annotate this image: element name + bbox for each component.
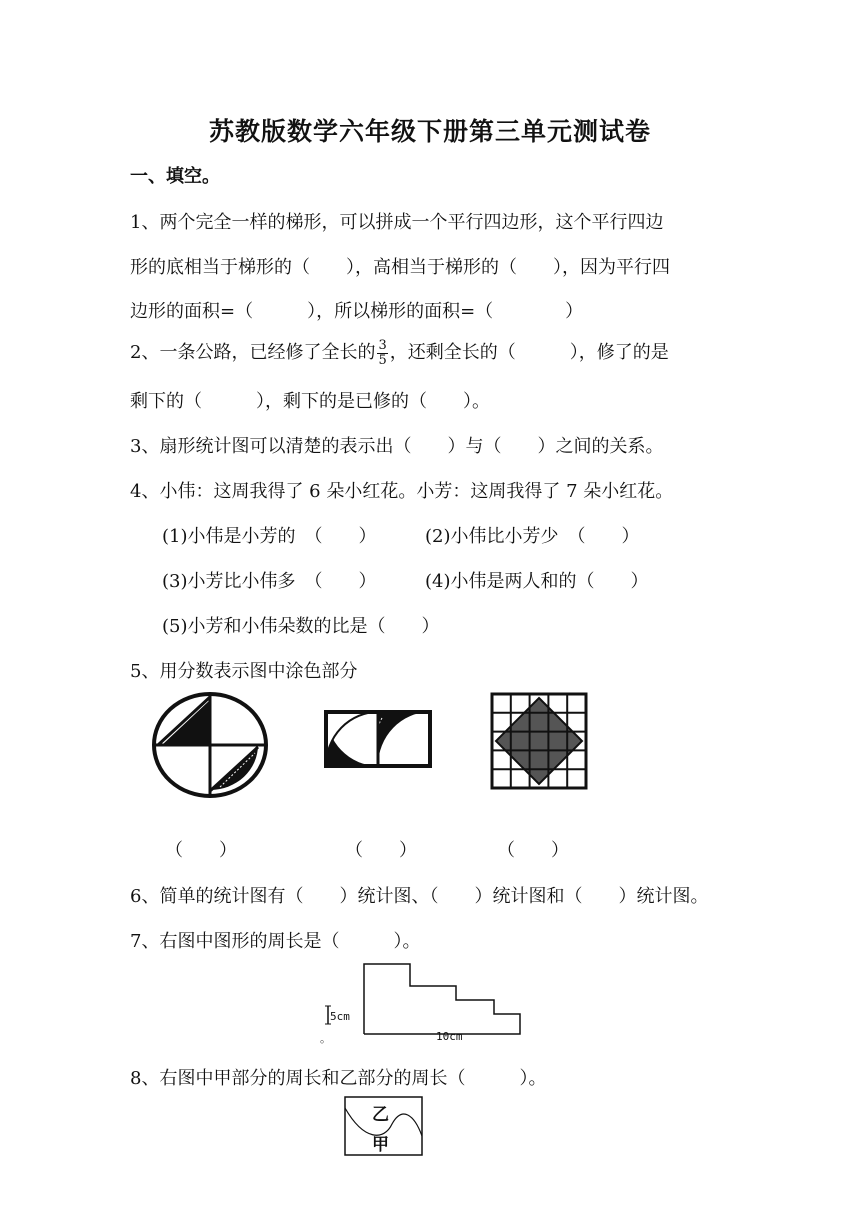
q5-answer-3: （ ） (497, 840, 569, 861)
region-label-jia: 甲 (372, 1135, 389, 1155)
q3-line: 3、扇形统计图可以清楚的表示出（ ）与（ ）之间的关系。 (130, 436, 664, 457)
q8-line: 8、右图中甲部分的周长和乙部分的周长（ ）。 (130, 1068, 547, 1089)
q1-line2: 形的底相当于梯形的（ ），高相当于梯形的（ ），因为平行四 (130, 257, 670, 278)
q2-text-a: 2、一条公路，已经修了全长的 (130, 342, 376, 363)
grid-diamond-figure (490, 692, 588, 790)
section-heading: 一、填空。 (130, 166, 220, 187)
q4-sub5: (5)小芳和小伟朵数的比是（ ） (162, 616, 440, 637)
circle-figure (150, 695, 270, 805)
page-title: 苏教版数学六年级下册第三单元测试卷 (208, 117, 651, 146)
fraction-numerator: 3 (378, 337, 387, 353)
q2-line1 (130, 332, 669, 374)
q4-line1: 4、小伟：这周我得了 6 朵小红花。小芳：这周我得了 7 朵小红花。 (130, 481, 674, 502)
fraction (377, 339, 387, 368)
q5-line: 5、用分数表示图中涂色部分 (130, 661, 358, 682)
q5-answer-1: （ ） (165, 840, 237, 861)
fraction-denominator: 5 (378, 352, 387, 368)
mark-dot: 。 (320, 1032, 331, 1045)
q4-sub2: (2)小伟比小芳少 （ ） (425, 526, 640, 547)
q6-line: 6、简单的统计图有（ ）统计图、（ ）统计图和（ ）统计图。 (130, 886, 709, 907)
region-label-yi: 乙 (372, 1105, 389, 1125)
q1-line1: 1、两个完全一样的梯形，可以拼成一个平行四边形，这个平行四边 (130, 212, 664, 233)
q2-text-b: ，还剩全长的（ ），修了的是 (389, 342, 669, 363)
q4-sub1: (1)小伟是小芳的 （ ） (162, 526, 377, 547)
q7-line: 7、右图中图形的周长是（ ）。 (130, 931, 421, 952)
q4-sub3: (3)小芳比小伟多 （ ） (162, 571, 377, 592)
width-label: 10cm (436, 1030, 463, 1043)
q2-line2: 剩下的（ ），剩下的是已修的（ ）。 (130, 391, 490, 412)
q5-answer-2: （ ） (345, 840, 417, 861)
staircase-figure (320, 962, 530, 1042)
height-label: 5cm (330, 1010, 350, 1023)
q1-line3: 边形的面积=（ ），所以梯形的面积=（ ） (130, 301, 584, 322)
rectangle-arc-figure (322, 708, 434, 770)
q4-sub4: (4)小伟是两人和的（ ） (425, 571, 649, 592)
